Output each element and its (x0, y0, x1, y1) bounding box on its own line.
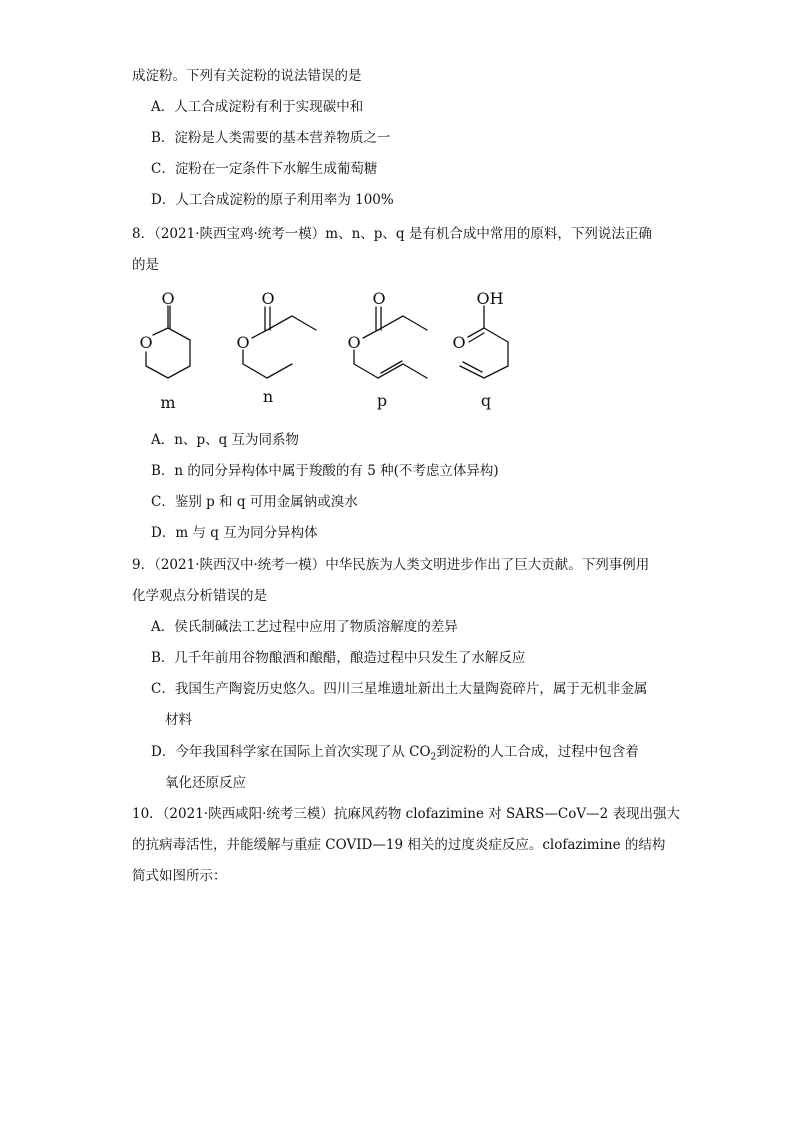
q7-stem: 成淀粉。下列有关淀粉的说法错误的是 (132, 68, 362, 84)
m-ring-oxygen: O (139, 333, 153, 352)
q9-option-b: B．几千年前用谷物酿酒和酿醋，酿造过程中只发生了水解反应 (151, 650, 526, 666)
q9-option-d-post: 到淀粉的人工合成，过程中包含着 (436, 744, 639, 760)
label-n: n (262, 387, 274, 406)
label-m: m (160, 393, 176, 412)
q-carbonyl-oxygen: O (452, 333, 466, 352)
q10-stem-cont-1: 的抗病毒活性，并能缓解与重症 COVID—19 相关的过度炎症反应。clofazimine 的结构 (132, 837, 666, 853)
q9-option-d-cont: 氧化还原反应 (165, 775, 246, 791)
q8-stem: 8．（2021·陕西宝鸡·统考一模）m、n、p、q 是有机合成中常用的原料，下列说法正确 (132, 226, 652, 242)
structure-n (236, 289, 316, 406)
structure-m (139, 289, 190, 412)
q9-option-d-subscript: 2 (430, 752, 437, 763)
q7-option-b: B．淀粉是人类需要的基本营养物质之一 (151, 130, 391, 146)
q8-option-a: A．n、p、q 互为同系物 (151, 432, 300, 448)
label-q: q (480, 391, 492, 410)
structure-q (452, 289, 508, 410)
q7-option-c: C．淀粉在一定条件下水解生成葡萄糖 (151, 161, 378, 177)
structure-p (347, 289, 427, 410)
q7-option-a: A．人工合成淀粉有利于实现碳中和 (151, 99, 364, 115)
q9-stem: 9．（2021·陕西汉中·统考一模）中华民族为人类文明进步作出了巨大贡献。下列事例用 (132, 557, 650, 573)
q7-option-d: D．人工合成淀粉的原子利用率为 100% (151, 192, 394, 208)
p-ester-oxygen: O (347, 333, 361, 352)
p-carbonyl-oxygen: O (372, 289, 386, 308)
n-carbonyl-oxygen: O (261, 289, 275, 308)
q8-stem-cont: 的是 (132, 257, 159, 273)
q9-option-d-pre: D．今年我国科学家在国际上首次实现了从 CO (151, 744, 431, 760)
q9-option-a: A．侯氏制碱法工艺过程中应用了物质溶解度的差异 (151, 619, 458, 635)
m-carbonyl-oxygen: O (161, 289, 175, 308)
n-ester-oxygen: O (236, 333, 250, 352)
q9-option-c: C．我国生产陶瓷历史悠久。四川三星堆遗址新出土大量陶瓷碎片，属于无机非金属 (151, 681, 648, 697)
q8-option-c: C．鉴别 p 和 q 可用金属钠或溴水 (151, 494, 358, 510)
label-p: p (376, 391, 388, 410)
q9-stem-cont: 化学观点分析错误的是 (132, 588, 267, 604)
q9-option-d (151, 742, 639, 768)
q9-option-c-cont: 材料 (165, 712, 192, 728)
q10-stem-cont-2: 简式如图所示： (132, 868, 227, 884)
q10-stem: 10．（2021·陕西咸阳·统考三模）抗麻风药物 clofazimine 对 SARS—CoV—2 表现出强大 (132, 806, 681, 822)
q-hydroxyl: OH (476, 289, 504, 308)
q8-option-d: D．m 与 q 互为同分异构体 (151, 525, 318, 541)
q8-option-b: B．n 的同分异构体中属于羧酸的有 5 种(不考虑立体异构) (151, 463, 499, 479)
q8-structures-figure (0, 280, 794, 430)
